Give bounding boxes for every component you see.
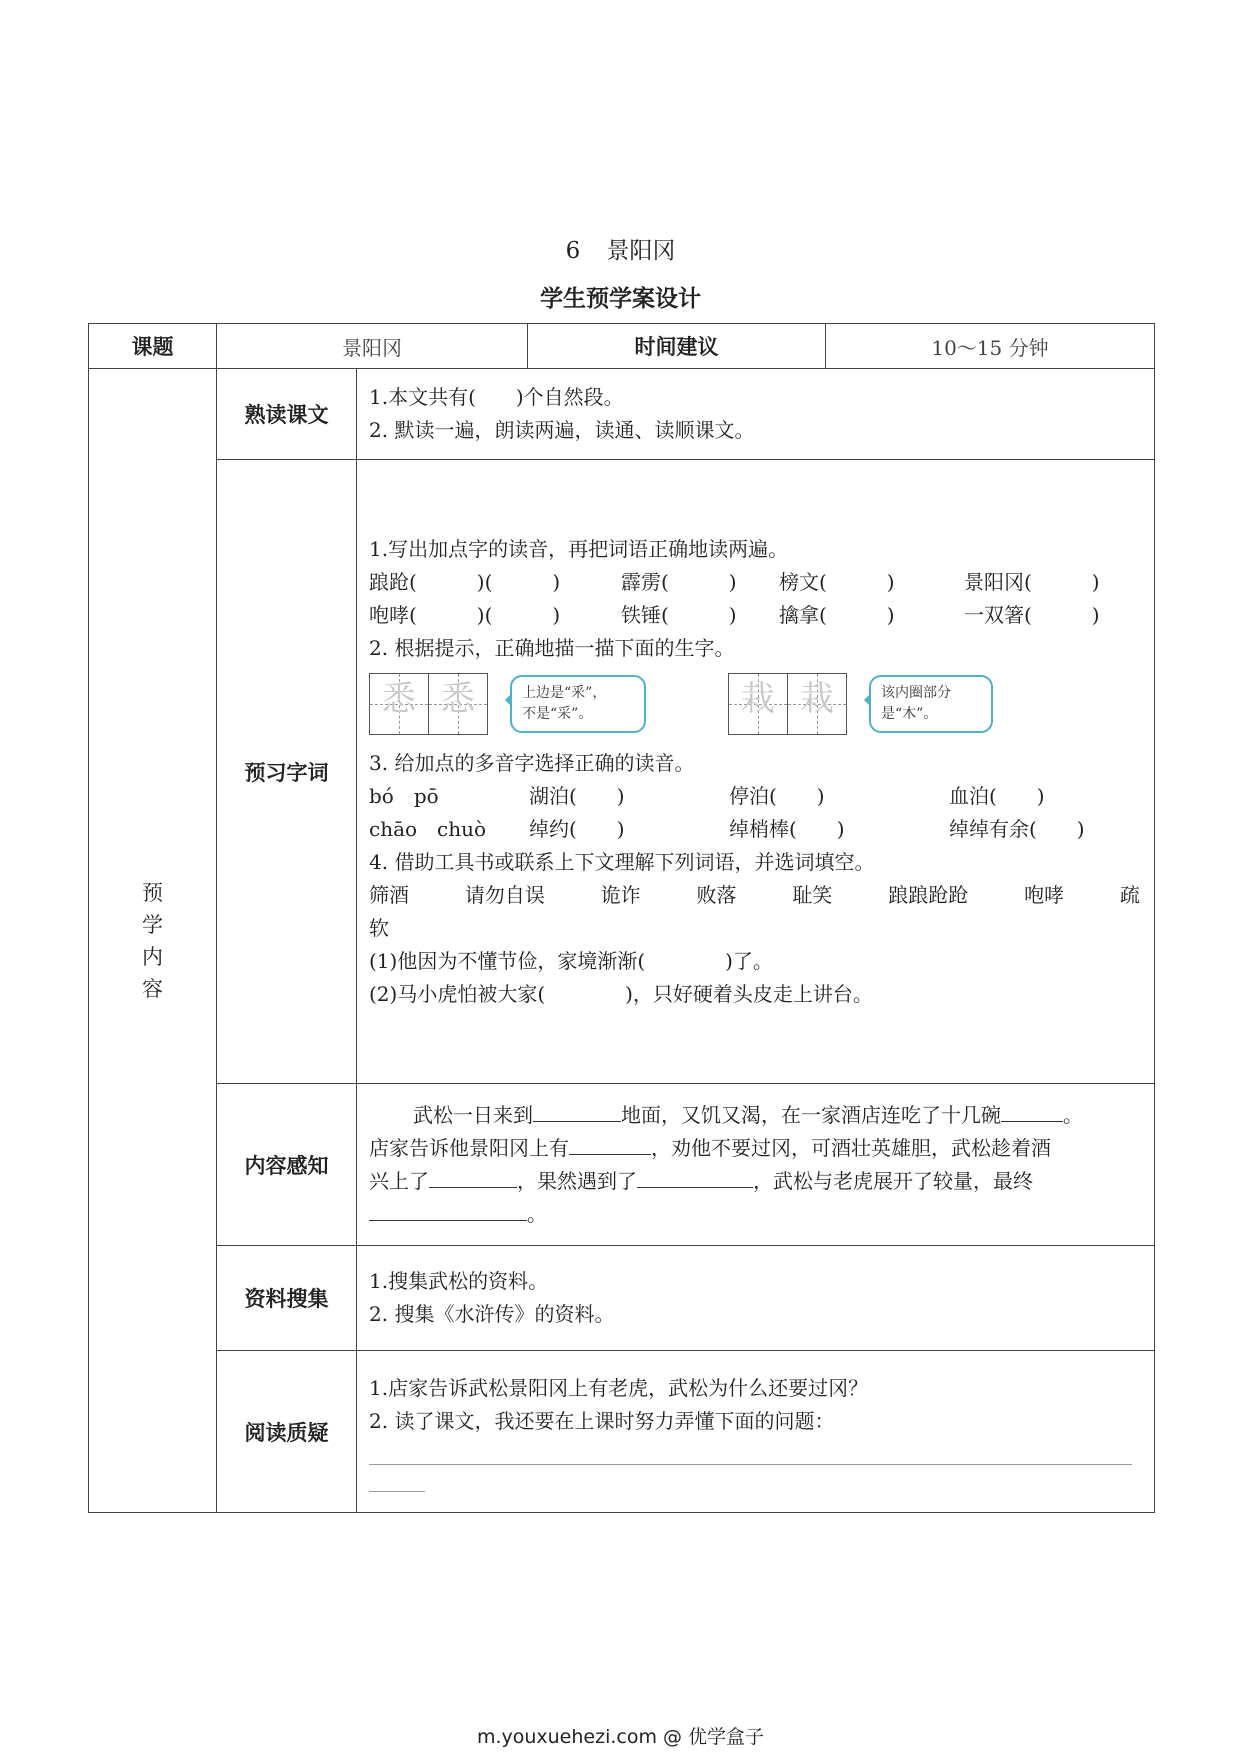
questions-content [357, 1351, 1155, 1513]
questions-line-2: 2. 读了课文，我还要在上课时努力弄懂下面的问题： [369, 1408, 835, 1433]
words-q4-s1: (1)他因为不懂节俭，家境渐渐( )了。 [369, 948, 773, 973]
words-q1-row2 [369, 599, 1140, 632]
section-questions [89, 1351, 1155, 1513]
text-run: 。 [527, 1201, 547, 1226]
vocab-word: 踉踉跄跄 [888, 882, 969, 907]
tip-line: 该内圈部分 [881, 684, 951, 701]
word-item: 绰梢棒( ) [729, 816, 845, 841]
content-label: 内容感知 [217, 1084, 357, 1246]
trace-char: 悉 [382, 678, 416, 719]
text-run: ，果然遇到了 [517, 1168, 637, 1193]
words-q4-s2: (2)马小虎怕被大家( )，只好硬着头皮走上讲台。 [369, 981, 873, 1006]
topic-label: 课题 [89, 324, 217, 369]
word-item: 咆哮( )( ) [369, 602, 561, 627]
words-q2: 2. 根据提示，正确地描一描下面的生字。 [369, 635, 735, 660]
fill-blank[interactable] [429, 1167, 517, 1188]
words-q1-row1 [369, 566, 1140, 599]
materials-label: 资料搜集 [217, 1246, 357, 1351]
section-content [89, 1084, 1155, 1246]
word-item: 霹雳( ) [621, 569, 737, 594]
words-q3: 3. 给加点的多音字选择正确的读音。 [369, 750, 695, 775]
header-row [89, 324, 1155, 369]
trace-grid-2 [728, 673, 847, 735]
word-item: 擒拿( ) [779, 602, 895, 627]
vocab-word: 咆哮 [1024, 882, 1065, 907]
trace-char: 栽 [800, 678, 834, 719]
read-line-1: 1.本文共有( )个自然段。 [369, 385, 624, 409]
fill-blank[interactable] [569, 1134, 651, 1155]
section-words [89, 460, 1155, 1084]
word-item: 血泊( ) [949, 783, 1045, 808]
words-content [357, 460, 1155, 1084]
tip-line: 是“木”。 [881, 705, 938, 722]
vocab-word: 请勿自误 [464, 882, 545, 907]
side-char: 学 [142, 912, 163, 937]
word-item: 一双箸( ) [964, 602, 1100, 627]
tip-bubble-2 [869, 675, 993, 733]
words-q4-list [369, 879, 1140, 912]
grid-cell [788, 674, 846, 734]
text-run: ，劝他不要过冈，可酒壮英雄胆，武松趁着酒 [651, 1135, 1051, 1160]
text-run: 店家告诉他景阳冈上有 [369, 1135, 569, 1160]
read-content [357, 369, 1155, 460]
time-value: 10～15 分钟 [826, 324, 1155, 369]
words-q4-wrap: 软 [369, 915, 389, 940]
answer-line[interactable] [369, 1465, 425, 1492]
text-run: 兴上了 [369, 1168, 429, 1193]
words-q4: 4. 借助工具书或联系上下文理解下列词语，并选词填空。 [369, 849, 875, 874]
word-item: 绰约( ) [529, 816, 625, 841]
questions-label: 阅读质疑 [217, 1351, 357, 1513]
tip-line: 不是“采”。 [522, 705, 593, 722]
word-item: 湖泊( ) [529, 783, 625, 808]
content-line [369, 1198, 1140, 1231]
side-char: 内 [142, 944, 163, 969]
pinyin-options: chāo chuò [369, 816, 487, 841]
words-label: 预习字词 [217, 460, 357, 1084]
vocab-word: 诡诈 [600, 882, 641, 907]
section-read [89, 369, 1155, 460]
trace-char: 栽 [741, 678, 775, 719]
text-run: 地面，又饥又渴，在一家酒店连吃了十几碗 [621, 1102, 1001, 1127]
read-line-2: 2. 默读一遍，朗读两遍，读通、读顺课文。 [369, 418, 755, 442]
materials-line-2: 2. 搜集《水浒传》的资料。 [369, 1302, 615, 1326]
words-q1: 1.写出加点字的读音，再把词语正确地读两遍。 [369, 536, 789, 561]
side-char: 预 [142, 880, 163, 905]
footer-watermark: m.youxuehezi.com @ 优学盒子 [476, 1726, 765, 1748]
fill-blank[interactable] [1001, 1101, 1063, 1122]
vocab-word: 疏 [1119, 882, 1140, 907]
pinyin-options: bó pō [369, 783, 439, 808]
words-q3-row1 [369, 780, 1140, 813]
text-run: 。 [1063, 1102, 1083, 1127]
page-title [0, 232, 1241, 265]
trace-char: 悉 [441, 678, 475, 719]
vocab-word: 败落 [696, 882, 737, 907]
grid-cell [429, 674, 487, 734]
word-item: 榜文( ) [779, 569, 895, 594]
tip-line: 上边是“釆”， [522, 684, 607, 701]
grid-cell [370, 674, 429, 734]
time-label: 时间建议 [528, 324, 826, 369]
fill-blank[interactable] [637, 1167, 753, 1188]
side-char: 容 [142, 976, 163, 1001]
word-item: 踉跄( )( ) [369, 569, 561, 594]
trace-area [369, 671, 1140, 737]
preview-table [88, 323, 1155, 1513]
answer-line[interactable] [369, 1438, 1132, 1465]
word-item: 景阳冈( ) [964, 569, 1100, 594]
word-item: 停泊( ) [729, 783, 825, 808]
text-run: ，武松与老虎展开了较量，最终 [753, 1168, 1033, 1193]
words-q3-row2 [369, 813, 1140, 846]
questions-line-1: 1.店家告诉武松景阳冈上有老虎，武松为什么还要过冈？ [369, 1375, 869, 1400]
materials-line-1: 1.搜集武松的资料。 [369, 1269, 549, 1293]
fill-blank[interactable] [533, 1101, 621, 1122]
tip-bubble-1 [510, 675, 646, 733]
text-run: 武松一日来到 [413, 1102, 533, 1127]
side-label [89, 369, 217, 1513]
content-paragraph [357, 1084, 1155, 1246]
vocab-word: 耻笑 [792, 882, 833, 907]
content-line [369, 1099, 1140, 1132]
section-materials [89, 1246, 1155, 1351]
content-line [369, 1132, 1140, 1165]
page-subtitle: 学生预学案设计 [540, 286, 701, 312]
lesson-title: 景阳冈 [606, 238, 676, 264]
lesson-number: 6 [565, 238, 581, 264]
grid-cell [729, 674, 788, 734]
vocab-word: 筛酒 [369, 882, 409, 907]
trace-grid-1 [369, 673, 488, 735]
fill-blank[interactable] [369, 1200, 527, 1221]
topic-value: 景阳冈 [217, 324, 528, 369]
word-item: 绰绰有余( ) [949, 816, 1085, 841]
word-item: 铁锤( ) [621, 602, 737, 627]
materials-content [357, 1246, 1155, 1351]
content-line [369, 1165, 1140, 1198]
read-label: 熟读课文 [217, 369, 357, 460]
